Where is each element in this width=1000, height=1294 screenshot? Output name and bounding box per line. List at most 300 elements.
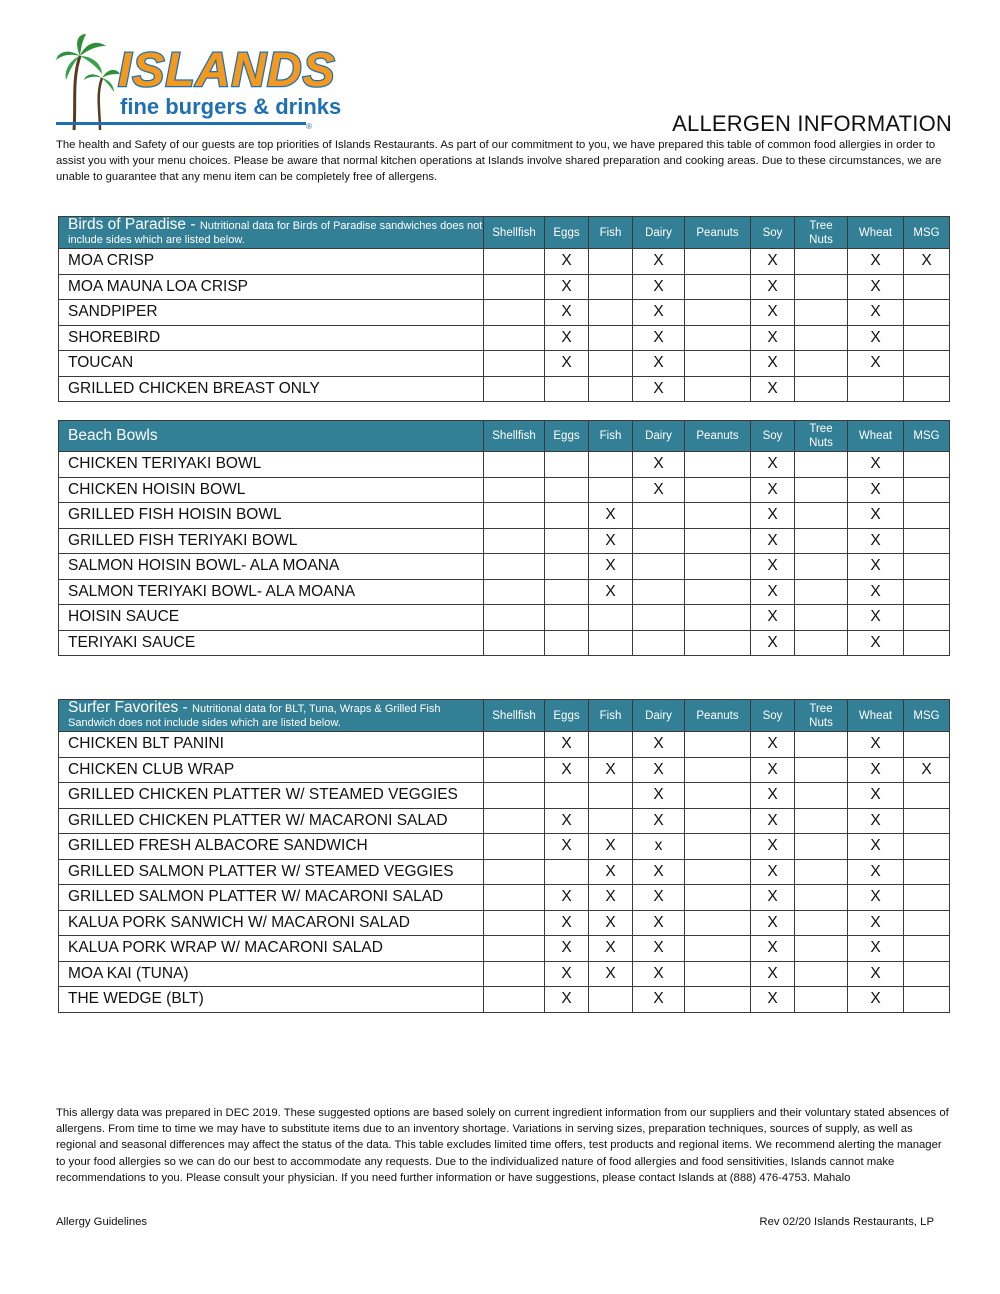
allergen-mark — [685, 554, 751, 580]
allergen-mark — [795, 325, 848, 351]
allergen-mark — [685, 376, 751, 402]
section-note: Nutritional data for BLT, Tuna, Wraps & Grilled Fish Sandwich does not include sides which are listed below. — [68, 703, 441, 729]
table-row — [59, 274, 950, 300]
allergen-mark — [795, 757, 848, 783]
allergen-mark — [795, 910, 848, 936]
column-header-soy: Soy — [751, 217, 795, 249]
allergen-mark: X — [848, 325, 904, 351]
menu-item-name: GRILLED CHICKEN BREAST ONLY — [59, 376, 484, 402]
allergen-mark: X — [848, 477, 904, 503]
allergen-mark: X — [848, 885, 904, 911]
allergen-mark — [904, 300, 950, 326]
allergen-mark — [685, 351, 751, 377]
allergen-mark — [633, 554, 685, 580]
section-header — [59, 421, 484, 452]
table-row — [59, 351, 950, 377]
allergen-mark: X — [751, 605, 795, 631]
allergen-mark — [484, 757, 545, 783]
allergen-mark: X — [545, 834, 589, 860]
allergen-mark — [545, 376, 589, 402]
allergen-mark: X — [751, 528, 795, 554]
column-header-soy: Soy — [751, 700, 795, 732]
allergen-mark — [589, 630, 633, 656]
allergen-mark — [484, 452, 545, 478]
menu-item-name: HOISIN SAUCE — [59, 605, 484, 631]
allergen-mark — [904, 554, 950, 580]
allergen-mark — [484, 834, 545, 860]
islands-logo — [56, 34, 342, 131]
allergen-mark — [904, 808, 950, 834]
allergen-mark: X — [751, 732, 795, 758]
allergen-mark: X — [633, 300, 685, 326]
column-header-msg: MSG — [904, 421, 950, 452]
allergen-mark — [904, 477, 950, 503]
menu-item-name: GRILLED FISH HOISIN BOWL — [59, 503, 484, 529]
allergen-mark — [685, 961, 751, 987]
allergen-mark: X — [545, 325, 589, 351]
allergen-mark — [484, 783, 545, 809]
svg-text:ISLANDS: ISLANDS — [118, 44, 336, 97]
menu-item-name: SALMON HOISIN BOWL- ALA MOANA — [59, 554, 484, 580]
allergen-mark: X — [751, 351, 795, 377]
allergen-mark — [685, 579, 751, 605]
allergen-mark — [795, 885, 848, 911]
table-row — [59, 376, 950, 402]
allergen-mark — [795, 732, 848, 758]
section-title: Surfer Favorites - — [68, 699, 193, 716]
allergen-mark: X — [633, 732, 685, 758]
column-header-label: Tree — [809, 423, 833, 435]
allergen-mark: X — [589, 859, 633, 885]
allergen-mark — [685, 910, 751, 936]
allergen-mark — [795, 503, 848, 529]
allergen-mark — [633, 528, 685, 554]
allergen-mark: X — [633, 452, 685, 478]
allergen-mark — [589, 351, 633, 377]
allergen-mark: X — [848, 274, 904, 300]
allergen-mark: X — [633, 376, 685, 402]
surfer-favorites-table — [58, 699, 950, 1013]
allergen-mark: X — [545, 910, 589, 936]
intro-paragraph: The health and Safety of our guests are top priorities of Islands Restaurants. As part of our commitment to you, we have prepared this table of common food allergies in order to assist you with your menu choices. Please be aware that normal kitchen operations at Islands involve shared preparation and cooking areas. Due to these circumstances, we are unable to guarantee that any menu item can be completely free of allergens. — [56, 139, 942, 184]
allergen-mark — [685, 732, 751, 758]
allergen-mark — [589, 783, 633, 809]
allergen-mark — [904, 630, 950, 656]
allergen-mark — [685, 783, 751, 809]
column-header-eggs: Eggs — [545, 700, 589, 732]
allergen-mark — [484, 987, 545, 1013]
allergen-mark: X — [589, 503, 633, 529]
allergen-mark — [484, 351, 545, 377]
allergen-mark — [545, 783, 589, 809]
table-row — [59, 961, 950, 987]
column-header-soy: Soy — [751, 421, 795, 452]
allergen-mark — [795, 528, 848, 554]
allergen-mark: X — [848, 936, 904, 962]
column-header-label: Nuts — [809, 437, 833, 449]
allergen-mark: X — [633, 783, 685, 809]
table-row — [59, 579, 950, 605]
table-row — [59, 325, 950, 351]
allergen-mark: X — [751, 274, 795, 300]
allergen-mark — [904, 274, 950, 300]
allergen-mark — [633, 579, 685, 605]
svg-text:®: ® — [306, 122, 312, 131]
allergen-mark — [484, 859, 545, 885]
allergen-mark — [904, 961, 950, 987]
allergen-mark: X — [589, 579, 633, 605]
section-title: Birds of Paradise - — [68, 216, 200, 233]
menu-item-name: CHICKEN TERIYAKI BOWL — [59, 452, 484, 478]
allergen-mark — [685, 630, 751, 656]
allergen-mark: X — [633, 987, 685, 1013]
allergen-mark — [484, 630, 545, 656]
allergen-mark: X — [751, 630, 795, 656]
page-title: ALLERGEN INFORMATION — [672, 111, 952, 136]
allergen-mark — [848, 376, 904, 402]
allergen-mark — [904, 834, 950, 860]
column-header-wheat: Wheat — [848, 700, 904, 732]
allergen-mark — [484, 579, 545, 605]
allergen-mark — [545, 630, 589, 656]
menu-item-name: GRILLED CHICKEN PLATTER W/ STEAMED VEGGIES — [59, 783, 484, 809]
allergen-mark — [589, 732, 633, 758]
allergen-mark — [795, 274, 848, 300]
column-header-label: Nuts — [809, 716, 833, 729]
allergen-mark — [633, 503, 685, 529]
allergen-mark — [589, 300, 633, 326]
section-header — [59, 700, 484, 732]
column-header-shellfish: Shellfish — [484, 421, 545, 452]
allergen-mark — [685, 503, 751, 529]
allergen-mark: X — [545, 351, 589, 377]
allergen-mark: X — [848, 452, 904, 478]
allergen-mark: X — [751, 503, 795, 529]
allergen-mark: X — [751, 554, 795, 580]
allergen-mark: X — [545, 732, 589, 758]
allergen-mark — [484, 936, 545, 962]
svg-text:fine burgers & drinks: fine burgers & drinks — [120, 94, 342, 119]
section-note: Nutritional data for Birds of Paradise sandwiches does not include sides which are listed below. — [68, 220, 483, 246]
allergen-mark — [685, 936, 751, 962]
allergen-mark: X — [545, 936, 589, 962]
allergen-mark — [685, 757, 751, 783]
allergen-mark — [633, 605, 685, 631]
allergen-mark — [795, 936, 848, 962]
allergen-mark: X — [848, 808, 904, 834]
allergen-mark — [484, 554, 545, 580]
menu-item-name: GRILLED FISH TERIYAKI BOWL — [59, 528, 484, 554]
allergen-mark: X — [545, 757, 589, 783]
allergen-mark: X — [848, 910, 904, 936]
column-header-eggs: Eggs — [545, 217, 589, 249]
allergen-mark — [904, 579, 950, 605]
allergen-mark — [484, 961, 545, 987]
allergen-mark — [545, 579, 589, 605]
allergen-mark: X — [848, 351, 904, 377]
allergen-mark — [484, 477, 545, 503]
allergen-mark — [795, 630, 848, 656]
allergen-mark — [795, 477, 848, 503]
allergen-mark: X — [848, 987, 904, 1013]
allergen-mark — [484, 808, 545, 834]
menu-item-name: KALUA PORK WRAP W/ MACARONI SALAD — [59, 936, 484, 962]
allergen-mark — [589, 808, 633, 834]
menu-item-name: TERIYAKI SAUCE — [59, 630, 484, 656]
allergen-mark: X — [545, 987, 589, 1013]
allergen-mark: X — [633, 885, 685, 911]
menu-item-name: MOA CRISP — [59, 249, 484, 275]
allergen-mark — [545, 605, 589, 631]
allergen-mark — [904, 859, 950, 885]
column-header-tree-nuts — [795, 700, 848, 732]
menu-item-name: SALMON TERIYAKI BOWL- ALA MOANA — [59, 579, 484, 605]
allergen-mark — [795, 605, 848, 631]
birds-of-paradise-table — [58, 216, 950, 402]
allergen-mark — [545, 503, 589, 529]
allergen-mark — [685, 477, 751, 503]
column-header-peanuts: Peanuts — [685, 217, 751, 249]
allergen-mark — [685, 325, 751, 351]
allergen-mark: X — [751, 376, 795, 402]
allergen-mark: X — [904, 249, 950, 275]
menu-item-name: MOA MAUNA LOA CRISP — [59, 274, 484, 300]
allergen-mark — [484, 885, 545, 911]
allergen-mark — [904, 376, 950, 402]
allergen-mark — [545, 554, 589, 580]
allergen-mark: X — [751, 452, 795, 478]
allergen-mark — [795, 300, 848, 326]
allergen-mark — [685, 249, 751, 275]
allergen-mark — [904, 936, 950, 962]
allergen-mark: X — [751, 936, 795, 962]
allergen-mark: X — [545, 808, 589, 834]
section-header — [59, 217, 484, 249]
allergen-mark: X — [751, 808, 795, 834]
column-header-peanuts: Peanuts — [685, 700, 751, 732]
allergen-mark: X — [751, 757, 795, 783]
allergen-mark — [484, 528, 545, 554]
allergen-mark: X — [633, 274, 685, 300]
allergen-mark — [589, 452, 633, 478]
table-row — [59, 936, 950, 962]
menu-item-name: GRILLED SALMON PLATTER W/ MACARONI SALAD — [59, 885, 484, 911]
allergen-mark: X — [848, 961, 904, 987]
allergen-mark: X — [848, 757, 904, 783]
allergen-mark — [484, 300, 545, 326]
allergen-mark: X — [633, 351, 685, 377]
allergen-mark: X — [751, 477, 795, 503]
table-row — [59, 783, 950, 809]
allergen-mark: X — [848, 732, 904, 758]
allergen-mark — [685, 274, 751, 300]
allergen-mark — [795, 452, 848, 478]
allergen-mark — [795, 987, 848, 1013]
allergen-mark — [484, 249, 545, 275]
allergen-mark: X — [589, 834, 633, 860]
column-header-fish: Fish — [589, 700, 633, 732]
table-row — [59, 528, 950, 554]
column-header-eggs: Eggs — [545, 421, 589, 452]
table-row — [59, 554, 950, 580]
column-header-dairy: Dairy — [633, 421, 685, 452]
menu-item-name: MOA KAI (TUNA) — [59, 961, 484, 987]
allergen-mark — [904, 325, 950, 351]
allergen-mark — [795, 579, 848, 605]
allergen-mark: X — [589, 757, 633, 783]
allergen-mark: X — [751, 987, 795, 1013]
column-header-label: Nuts — [809, 233, 833, 246]
column-header-wheat: Wheat — [848, 421, 904, 452]
allergen-mark — [904, 783, 950, 809]
menu-item-name: CHICKEN CLUB WRAP — [59, 757, 484, 783]
allergen-mark — [685, 452, 751, 478]
table-row — [59, 300, 950, 326]
allergen-mark — [589, 274, 633, 300]
allergen-mark — [904, 910, 950, 936]
allergen-mark — [795, 351, 848, 377]
allergen-mark: X — [751, 885, 795, 911]
allergen-mark: X — [848, 249, 904, 275]
allergen-mark: X — [545, 961, 589, 987]
column-header-shellfish: Shellfish — [484, 700, 545, 732]
allergen-mark — [685, 528, 751, 554]
allergen-mark — [484, 605, 545, 631]
table-row — [59, 452, 950, 478]
allergen-mark: X — [848, 605, 904, 631]
allergen-mark: X — [633, 757, 685, 783]
allergen-mark — [795, 808, 848, 834]
allergen-mark — [589, 987, 633, 1013]
allergen-mark: X — [633, 808, 685, 834]
allergen-mark: X — [545, 249, 589, 275]
table-row — [59, 910, 950, 936]
table-row — [59, 987, 950, 1013]
allergen-mark: X — [633, 961, 685, 987]
column-header-tree-nuts — [795, 421, 848, 452]
menu-item-name: GRILLED FRESH ALBACORE SANDWICH — [59, 834, 484, 860]
allergen-mark — [795, 783, 848, 809]
table-row — [59, 630, 950, 656]
allergen-mark: X — [848, 579, 904, 605]
allergen-mark — [795, 859, 848, 885]
allergen-mark: x — [633, 834, 685, 860]
allergen-mark: X — [848, 554, 904, 580]
menu-item-name: CHICKEN BLT PANINI — [59, 732, 484, 758]
allergen-mark — [904, 452, 950, 478]
allergen-mark — [484, 376, 545, 402]
allergen-mark — [685, 987, 751, 1013]
allergen-mark — [545, 452, 589, 478]
allergen-mark — [685, 885, 751, 911]
table-row — [59, 249, 950, 275]
allergen-mark: X — [848, 503, 904, 529]
allergen-mark: X — [545, 300, 589, 326]
allergen-mark — [589, 605, 633, 631]
column-header-dairy: Dairy — [633, 217, 685, 249]
column-header-tree-nuts — [795, 217, 848, 249]
allergen-mark: X — [545, 885, 589, 911]
footer-left: Allergy Guidelines — [56, 1216, 148, 1228]
allergen-mark: X — [589, 936, 633, 962]
allergen-mark — [589, 376, 633, 402]
allergen-mark — [904, 351, 950, 377]
allergen-mark — [795, 554, 848, 580]
column-header-wheat: Wheat — [848, 217, 904, 249]
allergen-mark — [484, 274, 545, 300]
allergen-mark: X — [751, 325, 795, 351]
allergen-mark: X — [848, 859, 904, 885]
column-header-label: Tree — [809, 702, 833, 715]
allergen-mark — [484, 503, 545, 529]
table-row — [59, 859, 950, 885]
column-header-label: Tree — [809, 219, 833, 232]
table-row — [59, 834, 950, 860]
table-row — [59, 477, 950, 503]
disclaimer-paragraph: This allergy data was prepared in DEC 2019. These suggested options are based solely on current ingredient information from our suppliers and their voluntary stated absences of allergens. From time to time we may have to substitute items due to an inventory shortage. Variations in serving sizes, preparation techniques, sources of supply, as well as regional and seasonal differences may affect the status of the data. This table excludes limited time offers, test products and regional items. We recommend alerting the manager to your food allergies so we can do our best to accommodate any requests. Due to the individualized nature of food allergies and food sensitivities, Islands cannot make recommendations to you. Please consult your physician. If you need further information or have suggestions, please contact Islands at (888) 476-4753. Mahalo — [56, 1107, 949, 1184]
allergen-mark — [795, 376, 848, 402]
allergen-mark: X — [751, 961, 795, 987]
allergen-mark — [904, 503, 950, 529]
menu-item-name: SHOREBIRD — [59, 325, 484, 351]
table-row — [59, 605, 950, 631]
allergen-mark — [685, 859, 751, 885]
allergen-mark — [484, 732, 545, 758]
table-row — [59, 503, 950, 529]
allergen-mark — [685, 300, 751, 326]
column-header-peanuts: Peanuts — [685, 421, 751, 452]
allergen-mark — [795, 249, 848, 275]
allergen-mark — [685, 834, 751, 860]
allergen-mark — [589, 249, 633, 275]
allergen-mark: X — [589, 885, 633, 911]
allergen-mark — [795, 961, 848, 987]
allergen-mark: X — [633, 859, 685, 885]
allergen-mark: X — [633, 325, 685, 351]
column-header-msg: MSG — [904, 700, 950, 732]
allergen-mark: X — [751, 249, 795, 275]
allergen-mark: X — [751, 579, 795, 605]
allergen-mark — [545, 859, 589, 885]
menu-item-name: THE WEDGE (BLT) — [59, 987, 484, 1013]
palm-tree-icon — [56, 34, 120, 130]
table-row — [59, 885, 950, 911]
allergen-mark: X — [848, 630, 904, 656]
beach-bowls-table — [58, 420, 950, 656]
allergen-mark — [589, 325, 633, 351]
allergen-mark: X — [589, 961, 633, 987]
allergen-mark — [633, 630, 685, 656]
allergen-mark: X — [633, 249, 685, 275]
column-header-msg: MSG — [904, 217, 950, 249]
menu-item-name: CHICKEN HOISIN BOWL — [59, 477, 484, 503]
allergen-mark — [484, 325, 545, 351]
allergen-mark — [484, 910, 545, 936]
allergen-mark — [545, 477, 589, 503]
allergen-mark: X — [848, 300, 904, 326]
allergen-mark — [904, 987, 950, 1013]
allergen-mark: X — [633, 936, 685, 962]
column-header-shellfish: Shellfish — [484, 217, 545, 249]
allergen-mark: X — [904, 757, 950, 783]
allergen-mark: X — [848, 783, 904, 809]
allergen-mark: X — [848, 834, 904, 860]
allergen-mark — [904, 732, 950, 758]
table-row — [59, 808, 950, 834]
menu-item-name: GRILLED CHICKEN PLATTER W/ MACARONI SALAD — [59, 808, 484, 834]
section-title: Beach Bowls — [68, 426, 158, 444]
allergen-mark: X — [589, 554, 633, 580]
